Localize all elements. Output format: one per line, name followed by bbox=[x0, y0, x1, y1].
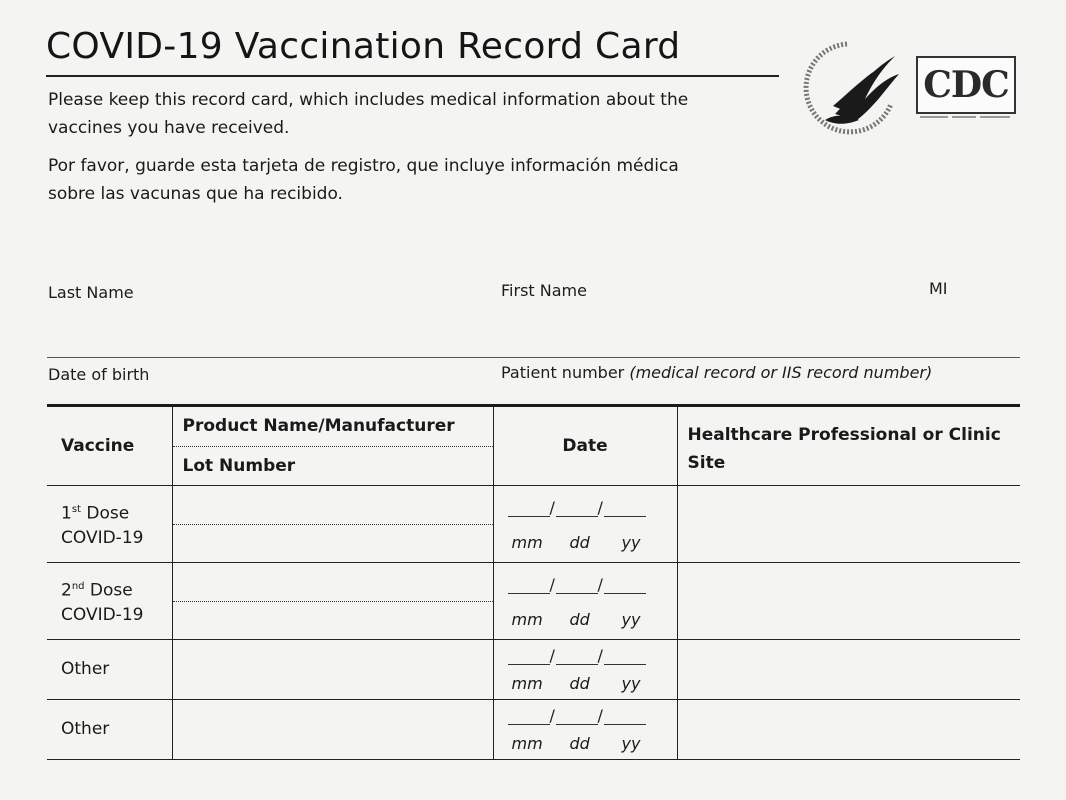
dob-label: Date of birth bbox=[48, 365, 150, 384]
mi-label: MI bbox=[929, 279, 948, 298]
hcp-cell-4[interactable] bbox=[677, 700, 1020, 760]
cdc-tagline-graphic bbox=[920, 114, 1012, 122]
intro-spanish: Por favor, guarde esta tarjeta de registro, que incluye información médica sobre las vacunas que ha recibido. bbox=[48, 156, 679, 204]
product-lot-cell-4[interactable] bbox=[172, 700, 493, 760]
header-date: Date bbox=[493, 406, 677, 486]
header-product-lot bbox=[172, 406, 493, 486]
product-lot-cell-1[interactable] bbox=[172, 486, 493, 563]
hcp-cell-3[interactable] bbox=[677, 640, 1020, 700]
date-cell-1[interactable]: / / mm dd yy bbox=[493, 486, 677, 563]
hcp-cell-1[interactable] bbox=[677, 486, 1020, 563]
vaccine-record-table bbox=[47, 404, 1020, 760]
date-cell-4[interactable]: / / mm dd yy bbox=[493, 700, 677, 760]
patient-number-note: (medical record or IIS record number) bbox=[629, 363, 933, 382]
date-cell-3[interactable]: / / mm dd yy bbox=[493, 640, 677, 700]
header-vaccine: Vaccine bbox=[47, 406, 172, 486]
dose-label-2: 2nd Dose COVID-19 bbox=[47, 563, 172, 640]
header-hcp: Healthcare Professional or Clinic Site bbox=[677, 406, 1020, 486]
product-lot-cell-3[interactable] bbox=[172, 640, 493, 700]
header-lot: Lot Number bbox=[182, 455, 296, 476]
dose-label-3: Other bbox=[47, 640, 172, 700]
table-row bbox=[47, 640, 1020, 700]
last-name-label: Last Name bbox=[48, 283, 134, 302]
title-underline bbox=[46, 75, 779, 77]
card-title: COVID-19 Vaccination Record Card bbox=[46, 26, 681, 67]
dose-label-1: 1st Dose COVID-19 bbox=[47, 486, 172, 563]
table-row bbox=[47, 700, 1020, 760]
table-row bbox=[47, 486, 1020, 563]
table-row bbox=[47, 563, 1020, 640]
name-rule bbox=[47, 357, 1020, 358]
hcp-cell-2[interactable] bbox=[677, 563, 1020, 640]
product-lot-cell-2[interactable] bbox=[172, 563, 493, 640]
patient-number-text: Patient number bbox=[501, 363, 625, 382]
date-cell-2[interactable]: / / mm dd yy bbox=[493, 563, 677, 640]
first-name-label: First Name bbox=[501, 281, 587, 300]
patient-number-label bbox=[501, 363, 932, 382]
dose-label-4: Other bbox=[47, 700, 172, 760]
header-product: Product Name/Manufacturer bbox=[182, 416, 455, 437]
hhs-eagle-seal-icon bbox=[795, 34, 905, 138]
intro-english: Please keep this record card, which includes medical information about the vaccines you have received. bbox=[48, 90, 689, 138]
cdc-logo bbox=[916, 56, 1016, 126]
cdc-logo-text: CDC bbox=[923, 64, 1009, 106]
